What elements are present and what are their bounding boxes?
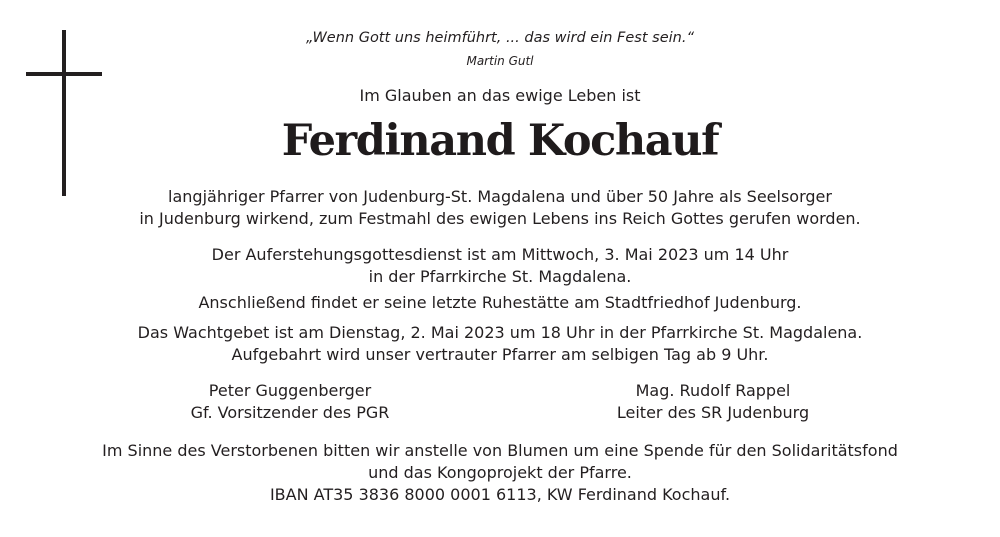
- paragraph-line: Das Wachtgebet ist am Dienstag, 2. Mai 2023 um 18 Uhr in der Pfarrkirche St. Magdalena.: [137, 323, 863, 342]
- signatory-role: Gf. Vorsitzender des PGR: [190, 403, 390, 422]
- signatory-left: [140, 380, 440, 424]
- paragraph-line: Der Auferstehungsgottesdienst ist am Mittwoch, 3. Mai 2023 um 14 Uhr: [211, 245, 789, 264]
- quote-author: Martin Gutl: [466, 54, 534, 68]
- paragraph-burial: Anschließend findet er seine letzte Ruhestätte am Stadtfriedhof Judenburg.: [198, 293, 802, 312]
- paragraph-line: Aufgebahrt wird unser vertrauter Pfarrer am selbigen Tag ab 9 Uhr.: [231, 345, 769, 364]
- paragraph-role: [0, 186, 1000, 230]
- paragraph-line: langjähriger Pfarrer von Judenburg-St. Magdalena und über 50 Jahre als Seelsorger: [168, 187, 832, 206]
- iban-line: IBAN AT35 3836 8000 0001 6113, KW Ferdinand Kochauf.: [269, 485, 731, 504]
- signatory-name: Peter Guggenberger: [208, 381, 372, 400]
- signatory-right: [563, 380, 863, 424]
- paragraph-funeral-mass: [0, 244, 1000, 288]
- paragraph-donation: [0, 440, 1000, 506]
- paragraph-vigil: [0, 322, 1000, 366]
- paragraph-line: in der Pfarrkirche St. Magdalena.: [368, 267, 632, 286]
- paragraph-line: in Judenburg wirkend, zum Festmahl des ewigen Lebens ins Reich Gottes gerufen worden.: [139, 209, 861, 228]
- intro-line: Im Glauben an das ewige Leben ist: [359, 86, 641, 105]
- signatory-role: Leiter des SR Judenburg: [616, 403, 810, 422]
- cross-horizontal-bar: [26, 72, 102, 76]
- deceased-name: Ferdinand Kochauf: [281, 116, 719, 166]
- paragraph-line: Im Sinne des Verstorbenen bitten wir anstelle von Blumen um eine Spende für den Solidaritätsfond: [102, 441, 898, 460]
- quote-text: „Wenn Gott uns heimführt, ... das wird ein Fest sein.“: [306, 30, 694, 46]
- signatory-name: Mag. Rudolf Rappel: [635, 381, 791, 400]
- paragraph-line: und das Kongoprojekt der Pfarre.: [368, 463, 632, 482]
